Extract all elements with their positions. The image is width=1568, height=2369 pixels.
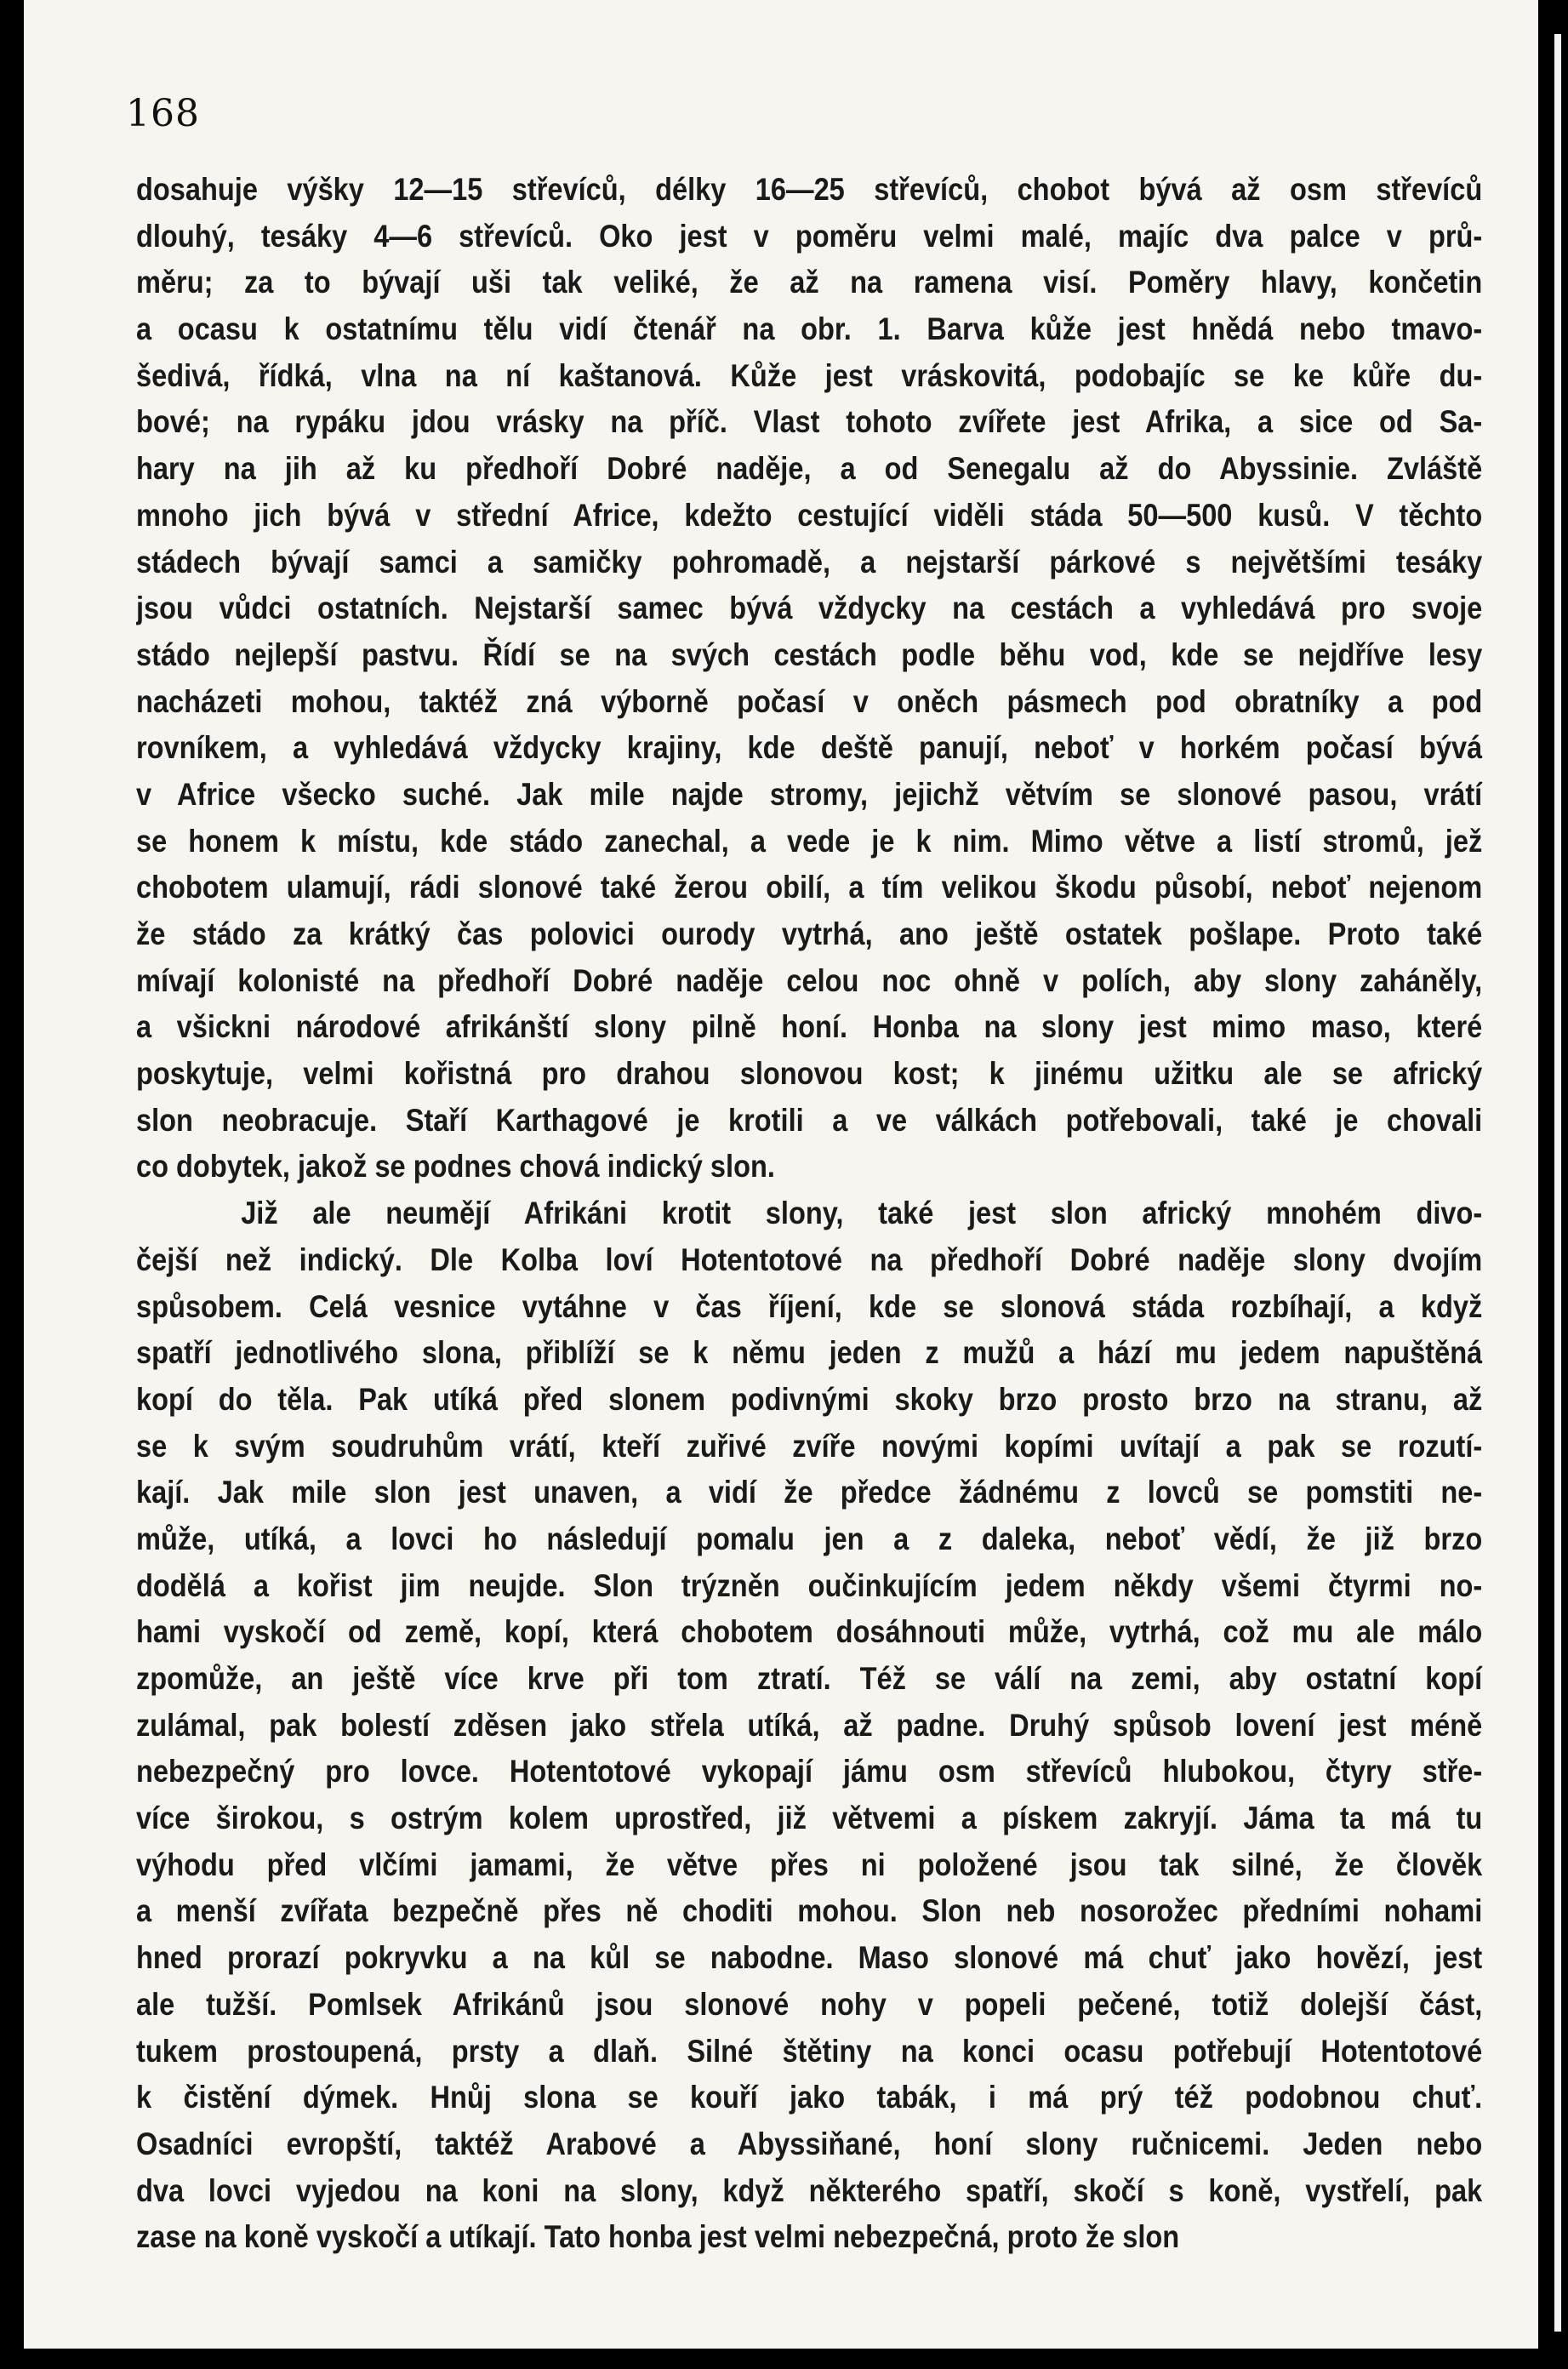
- text-line: dosahuje výšky 12—15 střevíců, délky 16—25 střevíců, chobot bývá až osm střevíců: [136, 172, 1483, 207]
- text-line: může, utíká, a lovci ho následují pomalu jen a z daleka, neboť vědí, že již brzo: [136, 1521, 1483, 1556]
- scan-edge-line: [1554, 34, 1561, 2332]
- text-line: chobotem ulamují, rádi slonové také žerou obilí, a tím velikou škodu působí, neboť nejenom: [136, 870, 1483, 905]
- text-line: rovníkem, a vyhledává vždycky krajiny, kde deště panují, neboť v horkém počasí bývá: [136, 730, 1483, 766]
- text-line: výhodu před vlčími jamami, že větve přes ni položené jsou tak silné, že člověk: [136, 1847, 1483, 1882]
- text-line: spatří jednotlivého slona, přiblíží se k němu jeden z mužů a hází mu jedem napuštěná: [136, 1335, 1483, 1371]
- text-line: že stádo za krátký čas polovici ourody vytrhá, ano ještě ostatek pošlape. Proto také: [136, 916, 1483, 951]
- text-line: stádo nejlepší pastvu. Řídí se na svých cestách podle běhu vod, kde se nejdříve lesy: [136, 636, 1483, 672]
- text-line: poskytuje, velmi kořistná pro drahou slonovou kost; k jinému užitku ale se africký: [136, 1056, 1483, 1092]
- text-line: hary na jih až ku předhoří Dobré naděje, a od Senegalu až do Abyssinie. Zvláště: [136, 451, 1483, 487]
- text-line: a ocasu k ostatnímu tělu vidí čtenář na obr. 1. Barva kůže jest hnědá nebo tmavo-: [136, 311, 1483, 347]
- text-line: zase na koně vyskočí a utíkají. Tato honba jest velmi nebezpečná, proto že slon: [136, 2219, 1180, 2255]
- text-line: hami vyskočí od země, kopí, která chobotem dosáhnouti může, vytrhá, což mu ale málo: [136, 1614, 1483, 1650]
- text-line: slon neobracuje. Staří Karthagové je krotili a ve válkách potřebovali, také je chovali: [136, 1102, 1483, 1138]
- text-line: bové; na rypáku jdou vrásky na příč. Vlast tohoto zvířete jest Afrika, a sice od Sa-: [136, 404, 1483, 440]
- text-line: jsou vůdci ostatních. Nejstarší samec bývá vždycky na cestách a vyhledává pro svoje: [136, 591, 1483, 626]
- text-line: hned prorazí pokryvku a na kůl se nabodne. Maso slonové má chuť jako hovězí, jest: [136, 1940, 1483, 1976]
- text-line: spůsobem. Celá vesnice vytáhne v čas říjení, kde se slonová stáda rozbíhají, a když: [136, 1288, 1483, 1324]
- text-line: zulámal, pak bolestí zděsen jako střela utíká, až padne. Druhý spůsob lovení jest méně: [136, 1707, 1483, 1743]
- text-line: zpomůže, an ještě více krve při tom ztratí. Též se válí na zemi, aby ostatní kopí: [136, 1661, 1483, 1696]
- text-line: co dobytek, jakož se podnes chová indický slon.: [136, 1149, 775, 1184]
- page-number: 168: [126, 92, 200, 135]
- text-line: Již ale neumějí Afrikáni krotit slony, také jest slon africký mnohém divo-: [241, 1196, 1483, 1231]
- text-line: nebezpečný pro lovce. Hotentotové vykopají jámu osm střevíců hlubokou, čtyry stře-: [136, 1754, 1483, 1790]
- body-text-inner: [136, 167, 1482, 2261]
- text-line: Osadníci evropští, taktéž Arabové a Abyssiňané, honí slony ručnicemi. Jeden nebo: [136, 2126, 1483, 2161]
- scan-border-right: [1538, 0, 1568, 2369]
- book-page: [24, 0, 1538, 2349]
- text-line: stádech bývají samci a samičky pohromadě, a nejstarší párkové s největšími tesáky: [136, 544, 1483, 579]
- text-line: tukem prostoupená, prsty a dlaň. Silné štětiny na konci ocasu potřebují Hotentotové: [136, 2033, 1483, 2069]
- text-line: se k svým soudruhům vrátí, kteří zuřivé zvíře novými kopími uvítají a pak se rozutí-: [136, 1428, 1483, 1464]
- text-line: v Africe všecko suché. Jak mile najde stromy, jejichž větvím se slonové pasou, vrátí: [136, 776, 1483, 812]
- text-line: dodělá a kořist jim neujde. Slon trýzněn oučinkujícím jedem někdy všemi čtyrmi no-: [136, 1567, 1483, 1603]
- text-line: šedivá, řídká, vlna na ní kaštanová. Kůže jest vráskovitá, podobajíc se ke kůře du-: [136, 357, 1483, 393]
- text-line: dva lovci vyjedou na koni na slony, když některého spatří, skočí s koně, vystřelí, pak: [136, 2172, 1483, 2208]
- scan-border-left: [0, 0, 24, 2369]
- text-line: čejší než indický. Dle Kolba loví Hotentotové na předhoří Dobré naděje slony dvojím: [136, 1242, 1483, 1277]
- text-line: více širokou, s ostrým kolem uprostřed, již větvemi a pískem zakryjí. Jáma ta má tu: [136, 1801, 1483, 1836]
- body-text: [136, 167, 1483, 2261]
- text-line: mnoho jich bývá v střední Africe, kdežto cestující viděli stáda 50—500 kusů. V těchto: [136, 497, 1483, 533]
- text-line: mívají kolonisté na předhoří Dobré naděje celou noc ohně v polích, aby slony zaháněly,: [136, 962, 1483, 998]
- text-line: dlouhý, tesáky 4—6 střevíců. Oko jest v poměru velmi malé, majíc dva palce v prů-: [136, 218, 1483, 254]
- text-line: měru; za to bývají uši tak veliké, že až na ramena visí. Poměry hlavy, končetin: [136, 265, 1483, 300]
- text-line: a všickni národové afrikánští slony pilně honí. Honba na slony jest mimo maso, které: [136, 1009, 1483, 1045]
- text-line: a menší zvířata bezpečně přes ně choditi mohou. Slon neb nosorožec předními nohami: [136, 1893, 1483, 1929]
- text-line: nacházeti mohou, taktéž zná výborně počasí v oněch pásmech pod obratníky a pod: [136, 683, 1483, 719]
- text-line: kají. Jak mile slon jest unaven, a vidí že předce žádnému z lovců se pomstiti ne-: [136, 1475, 1483, 1510]
- text-line: k čistění dýmek. Hnůj slona se kouří jako tabák, i má prý též podobnou chuť.: [136, 2080, 1483, 2115]
- text-line: se honem k místu, kde stádo zanechal, a vede je k nim. Mimo větve a listí stromů, jež: [136, 823, 1483, 859]
- text-line: kopí do těla. Pak utíká před slonem podivnými skoky brzo prosto brzo na stranu, až: [136, 1381, 1483, 1417]
- text-line: ale tužší. Pomlsek Afrikánů jsou slonové nohy v popeli pečené, totiž dolejší část,: [136, 1986, 1483, 2022]
